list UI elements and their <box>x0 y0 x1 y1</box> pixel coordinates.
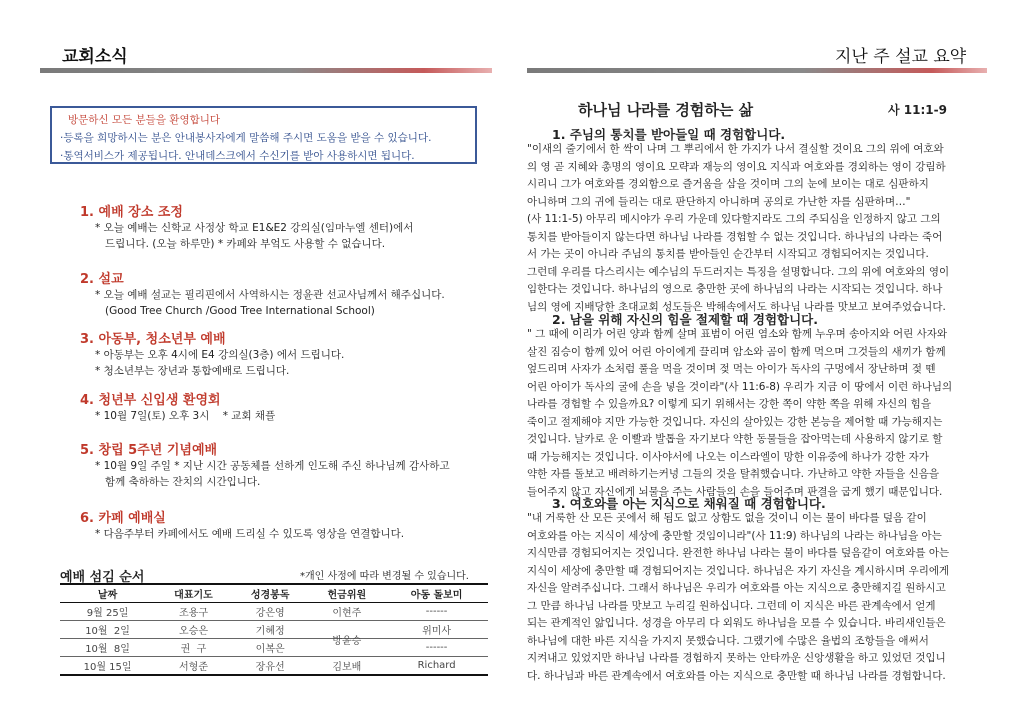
table-cell: 오승은 <box>155 621 232 639</box>
schedule-note: *개인 사정에 따라 변경될 수 있습니다. <box>300 571 469 582</box>
section-title: 1. 예배 장소 조정 <box>80 205 183 220</box>
welcome-title: 방문하신 모든 분들을 환영합니다 <box>68 114 221 126</box>
column-header: 헌금위원 <box>309 584 386 603</box>
section-line: 함께 축하하는 잔치의 시간입니다. <box>95 476 261 488</box>
text-line: 지식이 세상에 충만할 때 경험되어지는 것입니다. 하나님은 자기 자신을 계시하시며 우리에게 <box>527 564 950 577</box>
text-line: " 그 때에 이리가 어린 양과 함께 살며 표범이 어린 염소와 함께 누우며 송아지와 어린 사자와 <box>527 328 948 340</box>
table-cell: 김보배 <box>309 657 386 676</box>
table-cell: 기혜정 <box>232 621 309 639</box>
table-cell: 이현주 <box>309 603 386 621</box>
table-cell: 위미사 <box>385 621 488 639</box>
text-line: 약한 자를 돌보고 배려하기는커녕 그들의 것을 탈취했습니다. 가난하고 약한 자들을 신음을 <box>527 468 940 480</box>
table-row <box>60 657 488 676</box>
section-title: 4. 청년부 신입생 환영회 <box>80 393 221 408</box>
table-cell: 서형준 <box>155 657 232 676</box>
text-line: "이새의 줄기에서 한 싹이 나며 그 뿌리에서 한 가지가 나서 결실할 것이요 그의 위에 여호와 <box>527 143 944 155</box>
text-line: 살진 짐승이 함께 있어 어린 아이에게 끌리며 암소와 곰이 함께 먹으며 그것들의 새끼가 함께 <box>527 345 946 358</box>
sermon-point-text <box>527 326 979 501</box>
section-body <box>95 220 495 252</box>
left-page-title: 교회소식 <box>62 47 128 67</box>
section-body <box>95 347 495 379</box>
section-line: (Good Tree Church /Good Tree International School) <box>95 305 375 317</box>
text-line: 엎드리며 사자가 소처럼 풀을 먹을 것이며 젖 먹는 아이가 독사의 구멍에서 장난하며 젖 뗀 <box>527 363 936 375</box>
table-cell: 10월 2일 <box>60 621 155 639</box>
table-cell: Richard <box>385 657 488 676</box>
text-line: 지켜내고 있었지만 하나님 나라를 경험하지 못하는 안타까운 신앙생활을 하고 있었던 것입니 <box>527 652 946 664</box>
section-line: 드립니다. (오늘 하루만) * 카페와 부엌도 사용할 수 없습니다. <box>95 238 386 250</box>
table-header-row <box>60 584 488 603</box>
table-cell: 방윤승 <box>309 631 386 649</box>
sermon-title: 하나님 나라를 경험하는 삶 <box>578 101 754 119</box>
column-header: 아동 돌보미 <box>385 584 488 603</box>
sermon-point-heading: 1. 주님의 통치를 받아들일 때 경험합니다. <box>552 127 786 142</box>
welcome-box <box>50 106 477 164</box>
section-body <box>95 526 495 542</box>
section-line: * 오늘 예배는 신학교 사정상 학교 E1&E2 강의실(임마누엘 센터)에서 <box>95 222 414 234</box>
text-line: 임한다는 것입니다. 하나님의 영으로 충만한 곳에 하나님의 나라는 시작되는 것입니다. 하나 <box>527 283 943 295</box>
table-cell: ------ <box>385 603 488 621</box>
table-cell: ------ <box>385 639 488 657</box>
text-line: 때 가능해지는 것입니다. 이사야서에 나오는 이스라엘이 망한 이유중에 하나가 강한 자가 <box>527 450 929 463</box>
table-cell: 권 구 <box>155 639 232 657</box>
section-body <box>95 408 495 424</box>
section-title: 2. 설교 <box>80 272 124 287</box>
table-cell: 장유선 <box>232 657 309 676</box>
table-row <box>60 639 488 657</box>
text-line: 님의 영에 지배당한 초대교회 성도들은 박해속에서도 하나님 나라를 맛보고 보여주었습니다. <box>527 300 946 313</box>
sermon-point-text <box>527 141 979 316</box>
right-header-rule <box>527 68 987 73</box>
text-line: 하나님에 대한 바른 지식을 가지지 못했습니다. 그랬기에 수많은 율법의 조항들을 애써서 <box>527 634 929 647</box>
section-line: * 다음주부터 카페에서도 예배 드리실 수 있도록 영상을 연결합니다. <box>95 528 405 540</box>
sermon-reference: 사 11:1-9 <box>888 103 947 117</box>
section-body <box>95 458 495 490</box>
text-line: 그런데 우리를 다스리시는 예수님의 두드러지는 특징을 설명합니다. 그의 위에 여호와의 영이 <box>527 265 950 278</box>
text-line: 여호와를 아는 지식이 세상에 충만할 것임이니라"(사 11:9) 하나님의 나라는 하나님을 아는 <box>527 529 942 542</box>
text-line: 어린 아이가 독사의 굴에 손을 넣을 것이라"(사 11:6-8) 우리가 지금 이 땅에서 이런 하나님의 <box>527 380 953 393</box>
text-line: 죽이고 절제해야 지만 가능한 것입니다. 자신의 살아있는 강한 본능을 제어할 때 가능해지는 <box>527 415 943 428</box>
section-title: 3. 아동부, 청소년부 예배 <box>80 332 226 347</box>
table-row <box>60 621 488 639</box>
section-title: 6. 카페 예배실 <box>80 511 166 526</box>
text-line: (사 11:1-5) 아무리 메시야가 우리 가운데 있다할지라도 그의 주되심을 인정하지 않고 그의 <box>527 213 941 225</box>
right-page-title: 지난 주 설교 요약 <box>835 47 967 67</box>
schedule-table <box>60 583 488 676</box>
sermon-point-text <box>527 510 979 685</box>
table-cell: 10월 15일 <box>60 657 155 676</box>
table-cell: 이복은 <box>232 639 309 657</box>
section-line: * 10월 7일(토) 오후 3시 * 교회 채플 <box>95 410 276 422</box>
welcome-line: ·통역서비스가 제공됩니다. 안내데스크에서 수신기를 받아 사용하시면 됩니다. <box>60 150 415 162</box>
section-line: * 10월 9일 주일 * 지난 시간 공동체를 선하게 인도해 주신 하나님께 감사하고 <box>95 460 450 472</box>
section-line: * 청소년부는 장년과 통합예배로 드립니다. <box>95 365 290 377</box>
table-cell: 조용구 <box>155 603 232 621</box>
text-line: 통치를 받아들이지 않는다면 하나님 나라를 경험할 수 없는 것입니다. 하나님의 나라는 죽어 <box>527 230 943 243</box>
section-line: * 아동부는 오후 4시에 E4 강의실(3층) 에서 드립니다. <box>95 349 345 361</box>
sermon-point-heading: 3. 여호와를 아는 지식으로 채워질 때 경험합니다. <box>552 496 826 511</box>
text-line: 나라를 경험할 수 있을까요? 이렇게 되기 위해서는 강한 쪽이 약한 쪽을 위해 자신의 힘을 <box>527 398 931 410</box>
schedule-title: 예배 섬김 순서 <box>60 570 145 585</box>
table-cell: 9월 25일 <box>60 603 155 621</box>
welcome-line: ·등록을 희망하시는 분은 안내봉사자에게 말씀해 주시면 도움을 받을 수 있습니다. <box>60 132 432 144</box>
sermon-point-heading: 2. 남을 위해 자신의 힘을 절제할 때 경험합니다. <box>552 312 819 327</box>
section-title: 5. 창립 5주년 기념예배 <box>80 443 218 458</box>
text-line: 아니하며 그의 귀에 들리는 대로 판단하지 아니하며 공의로 가난한 자를 심판하며…" <box>527 195 911 208</box>
text-line: 서 가는 곳이 아니라 주님의 통치를 받아들인 순간부터 시작되고 경험되어지는 것입니다. <box>527 248 929 260</box>
table-cell: 강은영 <box>232 603 309 621</box>
text-line: 시리니 그가 여호와를 경외함으로 즐거움을 삼을 것이며 그의 눈에 보이는 대로 심판하지 <box>527 178 929 190</box>
section-line: * 오늘 예배 설교는 필리핀에서 사역하시는 정윤관 선교사님께서 해주십니다. <box>95 289 445 301</box>
left-header-rule <box>40 68 492 73</box>
text-line: "내 거룩한 산 모든 곳에서 해 됨도 없고 상함도 없을 것이니 이는 물이 바다를 덮음 같이 <box>527 512 927 524</box>
table-row <box>60 603 488 621</box>
column-header: 날짜 <box>60 584 155 603</box>
column-header: 성경봉독 <box>232 584 309 603</box>
text-line: 되는 관계적인 앎입니다. 성경을 아무리 다 외워도 하나님을 모를 수 있습니다. 바리새인들은 <box>527 617 946 629</box>
section-body <box>95 287 495 319</box>
text-line: 의 영 곧 지혜와 총명의 영이요 모략과 재능의 영이요 지식과 여호와를 경외하는 영이 강림하 <box>527 160 946 173</box>
text-line: 지식만큼 경험되어지는 것입니다. 완전한 하나님 나라는 물이 바다를 덮음같이 여호와를 아는 <box>527 547 950 559</box>
table-cell: 10월 8일 <box>60 639 155 657</box>
text-line: 것입니다. 날카로 운 이빨과 발톱을 자기보다 약한 동물들을 잡아먹는데 사용하지 않기로 할 <box>527 433 943 445</box>
text-line: 다. 하나님과 바른 관계속에서 여호와를 아는 지식으로 충만할 때 하나님 나라를 경험합니다. <box>527 669 946 682</box>
text-line: 그 만큼 하나님 나라를 맛보고 누리길 원하십니다. 그런데 이 지식은 바른 관계속에서 얻게 <box>527 599 936 612</box>
column-header: 대표기도 <box>155 584 232 603</box>
text-line: 자신을 알려주십니다. 그래서 하나님은 우리가 여호와를 아는 지식으로 충만해지길 원하시고 <box>527 582 946 594</box>
text-line: 들어주지 않고 자신에게 뇌물을 주는 사람들의 손을 들어주며 판결을 굽게 했기 때문입니다. <box>527 485 943 498</box>
